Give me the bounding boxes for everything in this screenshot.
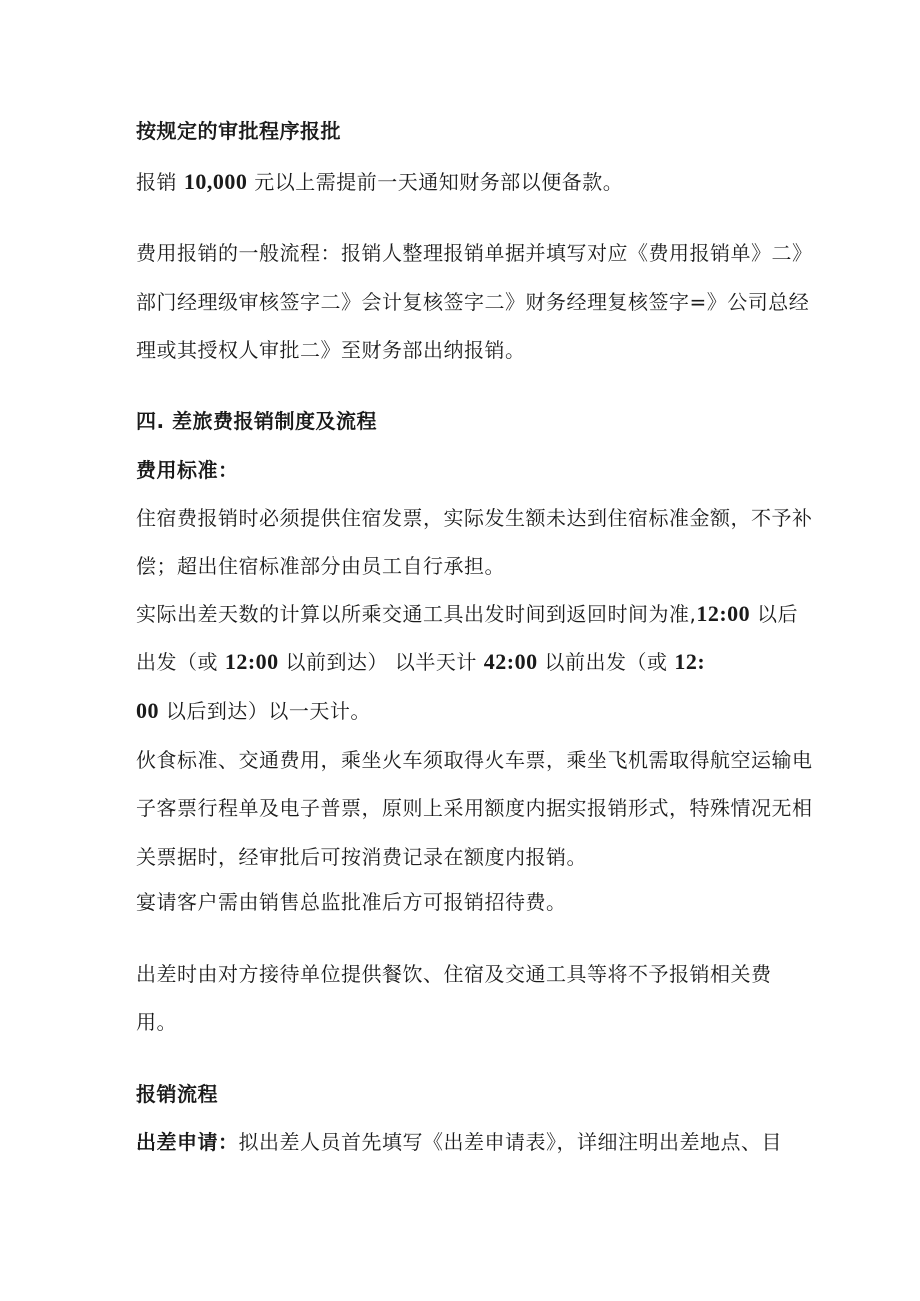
text: 以后到达）以一天计。 <box>159 699 371 723</box>
paragraph-lodging-line-1: 住宿费报销时必须提供住宿发票，实际发生额未达到住宿标准金额，不予补 <box>136 506 813 530</box>
time: 00 <box>136 698 159 723</box>
paragraph-lodging-line-2: 偿；超出住宿标准部分由员工自行承担。 <box>136 554 505 578</box>
paragraph-travel-application <box>136 1128 782 1156</box>
paragraph-meals-line-2: 子客票行程单及电子普票，原则上采用额度内据实报销形式，特殊情况无相 <box>136 796 813 820</box>
paragraph-host-provided-line-2: 用。 <box>136 1010 177 1034</box>
text: 以前到达） 以半天计 <box>278 650 484 674</box>
paragraph-general-flow-line-1: 费用报销的一般流程：报销人整理报销单据并填写对应《费用报销单》二》 <box>136 241 813 265</box>
paragraph-days-line-2 <box>136 648 705 676</box>
text: 以后 <box>750 602 799 626</box>
time: 42:00 <box>483 649 538 674</box>
label-travel-application: 出差申请： <box>136 1130 239 1154</box>
paragraph-advance-notice <box>136 168 623 196</box>
time: 12:00 <box>224 649 279 674</box>
text: 以前出发（或 <box>537 650 675 674</box>
amount: 10,000 <box>183 169 248 194</box>
paragraph-host-provided-line-1: 出差时由对方接待单位提供餐饮、住宿及交通工具等将不予报销相关费 <box>136 962 772 986</box>
time: 12: <box>674 649 706 674</box>
text: 元以上需提前一天通知财务部以便备款。 <box>247 170 624 194</box>
paragraph-meals-line-3: 关票据时，经审批后可按消费记录在额度内报销。 <box>136 845 587 869</box>
section-heading-travel: 四. 差旅费报销制度及流程 <box>136 409 378 433</box>
text: 拟出差人员首先填写《出差申请表》，详细注明出差地点、目 <box>238 1130 782 1154</box>
paragraph-general-flow-line-2: 部门经理级审核签字二》会计复核签字二》财务经理复核签字=》公司总经 <box>136 290 810 314</box>
time: 12:00 <box>696 601 751 626</box>
paragraph-meals-line-1: 伙食标准、交通费用，乘坐火车须取得火车票，乘坐飞机需取得航空运输电 <box>136 748 813 772</box>
subheading-expense-standard: 费用标准： <box>136 458 239 482</box>
paragraph-entertainment: 宴请客户需由销售总监批准后方可报销招待费。 <box>136 890 567 914</box>
heading-approval: 按规定的审批程序报批 <box>136 119 341 143</box>
text: 报销 <box>136 170 184 194</box>
paragraph-days-line-3 <box>136 697 371 725</box>
paragraph-days-line-1 <box>136 600 798 628</box>
text: 实际出差天数的计算以所乘交通工具出发时间到返回时间为准, <box>136 602 697 626</box>
heading-reimbursement-flow: 报销流程 <box>136 1082 218 1106</box>
text: 出发（或 <box>136 650 225 674</box>
paragraph-general-flow-line-3: 理或其授权人审批二》至财务部出纳报销。 <box>136 338 526 362</box>
